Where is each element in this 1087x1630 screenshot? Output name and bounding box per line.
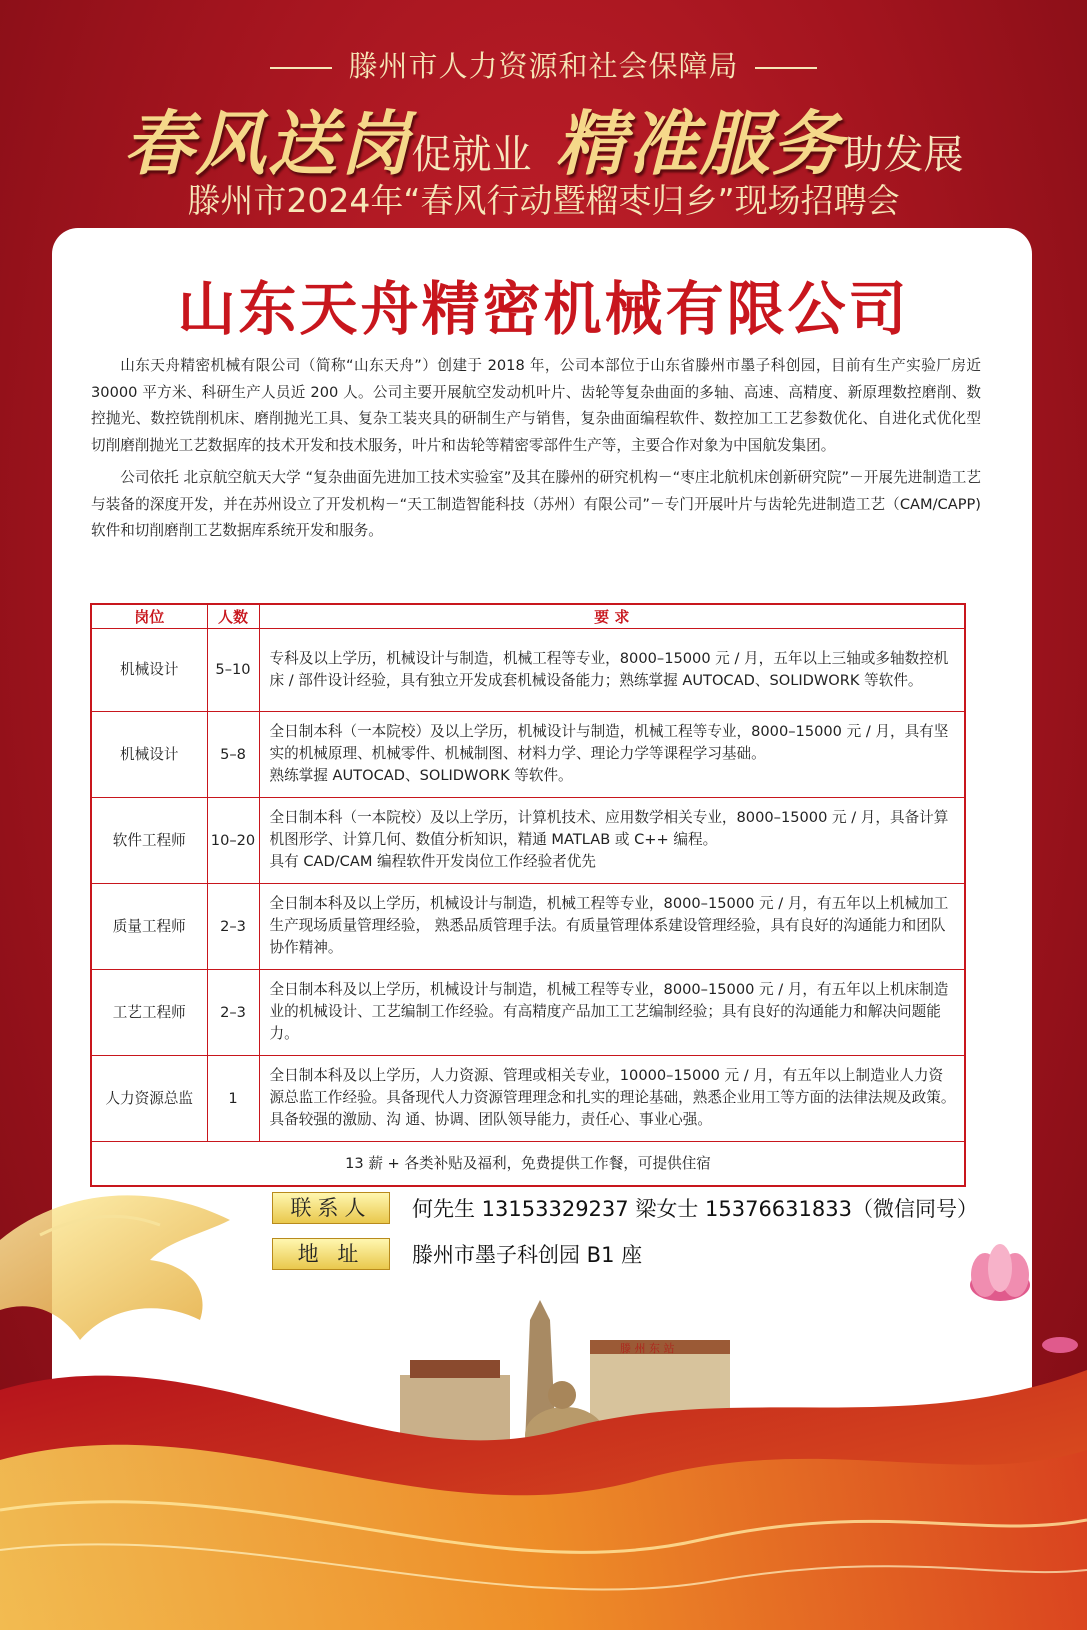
table-row (91, 798, 965, 884)
slogan-plain-2: 助发展 (843, 132, 964, 178)
company-name: 山东天舟精密机械有限公司 (177, 275, 910, 343)
requirements-line: 全日制本科（一本院校）及以上学历，机械设计与制造，机械工程等专业，8000–15000 元 / 月，具有坚实的机械原理、机械零件、机械制图、材料力学、理论力学等课程学习基础。 (269, 723, 949, 762)
table-row (91, 884, 965, 970)
event-title: 滕州市2024年“春风行动暨榴枣归乡”现场招聘会 (187, 181, 900, 220)
job-position: 机械设计 (91, 629, 207, 712)
intro-paragraph-1: 山东天舟精密机械有限公司（简称“山东天舟”）创建于 2018 年，公司本部位于山东省滕州市墨子科创园，目前有生产实验厂房近 30000 平方米、科研生产人员近 200 人。公司主要开展航空发动机叶片、齿轮等复杂曲面的多轴、高速、高精度、新原理数控磨削、数控抛光、数控铣削机床、磨削抛光工具、复杂工装夹具的研制生产与销售，复杂曲面编程软件、数控加工工艺参数优化、自进化式优化型切削磨削抛光工艺数据库的技术开发和技术服务，叶片和齿轮等精密零部件生产等，主要合作对象为中国航发集团。 (91, 357, 981, 454)
job-position: 机械设计 (91, 712, 207, 798)
slogan-calligraphy-2: 精准服务 (555, 102, 844, 185)
divider-left (270, 67, 332, 69)
slogan-calligraphy-1: 春风送岗 (123, 102, 412, 185)
header-position: 岗位 (91, 604, 207, 629)
divider-right (755, 67, 817, 69)
requirements-line: 全日制本科（一本院校）及以上学历，计算机技术、应用数学相关专业，8000–15000 元 / 月，具备计算机图形学、计算几何、数值分析知识，精通 MATLAB 或 C++ 编程。 (269, 809, 949, 848)
contact-person-label: 联系人 (272, 1192, 390, 1224)
job-position: 工艺工程师 (91, 970, 207, 1056)
requirements-line: 具有 CAD/CAM 编程软件开发岗位工作经验者优先 (269, 853, 596, 870)
job-table (90, 603, 966, 1187)
table-row (91, 712, 965, 798)
job-requirements: 全日制本科及以上学历，人力资源、管理或相关专业，10000–15000 元 / 月，有五年以上制造业人力资源总监工作经验。具备现代人力资源管理理念和扎实的理论基础，熟悉企业用工等方面的法律法规及政策。具备较强的激励、沟 通、协调、团队领导能力，责任心、事业心强。 (259, 1056, 965, 1142)
job-requirements: 全日制本科及以上学历，机械设计与制造，机械工程等专业，8000–15000 元 / 月，有五年以上机床制造业的机械设计、工艺编制工作经验。有高精度产品加工工艺编制经验；具有良好的沟通能力和解决问题能力。 (259, 970, 965, 1056)
table-row (91, 1056, 965, 1142)
header-count: 人数 (207, 604, 259, 629)
job-count: 5–10 (207, 629, 259, 712)
job-position: 人力资源总监 (91, 1056, 207, 1142)
station-sign: 滕 州 东 站 (620, 1342, 675, 1355)
table-row (91, 970, 965, 1056)
slogan-plain-1: 促就业 (411, 132, 532, 178)
poster-header (0, 0, 1087, 230)
address-row (272, 1238, 1032, 1272)
job-requirements: 专科及以上学历，机械设计与制造，机械工程等专业，8000–15000 元 / 月，五年以上三轴或多轴数控机床 / 部件设计经验，具有独立开发成套机械设备能力；熟练掌握 AUTOCAD、SOLIDWORK 等软件。 (259, 629, 965, 712)
header-requirements: 要 求 (259, 604, 965, 629)
benefits-note: 13 薪 + 各类补贴及福利，免费提供工作餐，可提供住宿 (91, 1142, 965, 1187)
contact-person-value: 何先生 13153329237 梁女士 15376631833（微信同号） (412, 1197, 978, 1221)
company-intro (91, 353, 981, 551)
organizer-line (0, 44, 1087, 85)
job-position: 质量工程师 (91, 884, 207, 970)
job-count: 1 (207, 1056, 259, 1142)
job-count: 5–8 (207, 712, 259, 798)
requirements-line: 熟练掌握 AUTOCAD、SOLIDWORK 等软件。 (269, 767, 573, 784)
job-position: 软件工程师 (91, 798, 207, 884)
dragon-art (0, 1195, 230, 1340)
job-count: 2–3 (207, 970, 259, 1056)
organizer-name: 滕州市人力资源和社会保障局 (348, 49, 739, 83)
job-requirements (259, 798, 965, 884)
table-header-row (91, 604, 965, 629)
job-count: 10–20 (207, 798, 259, 884)
intro-paragraph-2: 公司依托 北京航空航天大学 “复杂曲面先进加工技术实验室”及其在滕州的研究机构－“枣庄北航机床创新研究院”－开展先进制造工艺与装备的深度开发，并在苏州设立了开发机构－“天工制造智能科技（苏州）有限公司”－专门开展叶片与齿轮先进制造工艺（CAM/CAPP) 软件和切削磨削工艺数据库系统开发和服务。 (91, 469, 981, 539)
job-requirements (259, 712, 965, 798)
job-count: 2–3 (207, 884, 259, 970)
address-value: 滕州市墨子科创园 B1 座 (412, 1243, 643, 1267)
job-requirements: 全日制本科及以上学历，机械设计与制造，机械工程等专业，8000–15000 元 / 月，有五年以上机械加工生产现场质量管理经验， 熟悉品质管理手法。有质量管理体系建设管理经验，具有良好的沟通能力和团队协作精神。 (259, 884, 965, 970)
contact-person-row (272, 1192, 1032, 1226)
slogan (0, 88, 1087, 189)
table-row (91, 629, 965, 712)
address-label: 地 址 (272, 1238, 390, 1270)
